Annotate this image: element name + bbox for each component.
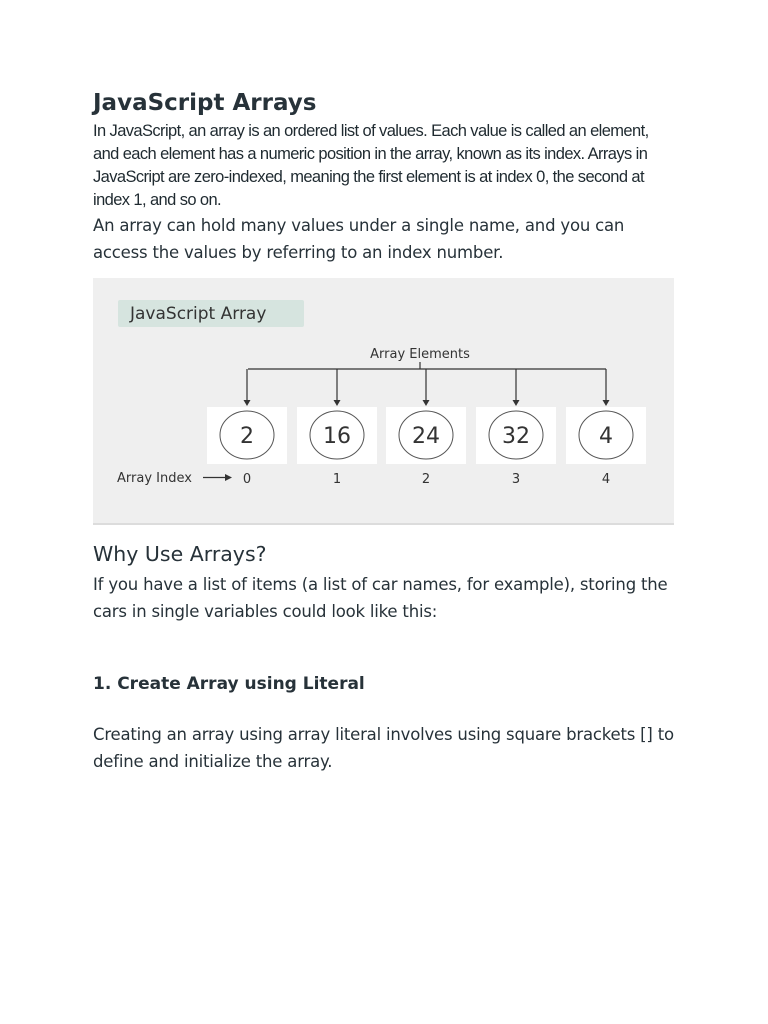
element-index: 4: [601, 472, 611, 487]
element-arrow-head: [244, 400, 251, 406]
array-elements-group: [207, 369, 646, 487]
intro-paragraph: In JavaScript, an array is an ordered list of values. Each value is called an element, and each element has a numeric position in the array, known as its index. Arrays in JavaScript are zero-indexed, meaning the first element is at index 0, the second at index 1, and so on.: [93, 122, 649, 209]
array-diagram-svg: [93, 278, 674, 523]
section-paragraph: If you have a list of items (a list of car names, for example), storing the cars in single variables could look like this:: [93, 575, 668, 621]
element-value: 2: [240, 424, 254, 449]
page-title: JavaScript Arrays: [93, 90, 317, 116]
array-index-label: Array Index: [117, 471, 192, 486]
element-index: 0: [242, 472, 252, 487]
element-value: 4: [599, 424, 613, 449]
element-index: 3: [511, 472, 521, 487]
element-arrow-head: [423, 400, 430, 406]
subheading: 1. Create Array using Literal: [93, 674, 365, 694]
element-arrow-head: [603, 400, 610, 406]
element-value: 24: [412, 424, 440, 449]
element-value: 16: [323, 424, 351, 449]
diagram-title: JavaScript Array: [130, 304, 267, 324]
element-index: 1: [332, 472, 342, 487]
subheading-paragraph: Creating an array using array literal involves using square brackets [] to define and initialize the array.: [93, 725, 674, 771]
article: [93, 88, 677, 775]
element-index: 2: [421, 472, 431, 487]
section-heading: Why Use Arrays?: [93, 542, 267, 566]
array-diagram: [93, 278, 674, 525]
array-elements-label: Array Elements: [370, 347, 470, 362]
array-description-paragraph: An array can hold many values under a single name, and you can access the values by referring to an index number.: [93, 216, 625, 262]
index-arrow-head: [225, 474, 232, 481]
element-value: 32: [502, 424, 530, 449]
element-arrow-head: [334, 400, 341, 406]
element-arrow-head: [513, 400, 520, 406]
